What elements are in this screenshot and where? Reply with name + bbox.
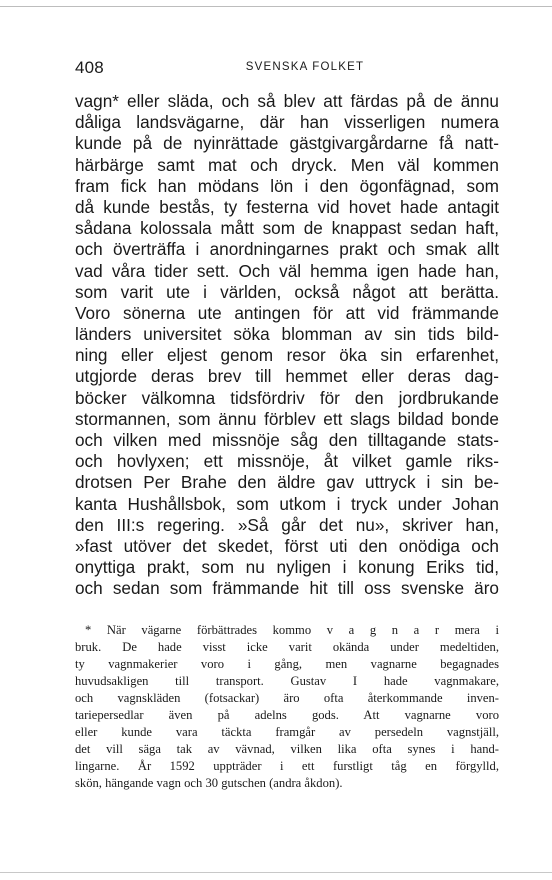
running-title-text: SVENSKA FOLKET — [245, 61, 365, 73]
body-line: onyttiga prakt, som nu nyligen i konung Eriks tid, — [75, 557, 499, 578]
body-line: och vilken med missnöje såg den tilltagande stats- — [75, 430, 499, 450]
footnote — [75, 622, 499, 792]
body-line: Voro sönerna ute antingen för att vid främmande — [75, 302, 499, 323]
body-line: stormannen, som ännu förblev ett slags bildad bonde — [75, 408, 499, 429]
body-line: den III:s regering. »Så går det nu», skriver han, — [75, 514, 499, 535]
body-text — [75, 91, 499, 600]
body-line: utgjorde deras brev till hemmet eller deras dag- — [75, 366, 499, 387]
footnote-line: eller kunde vara täckta framgår av persedeln vagnstjäll, — [75, 725, 499, 739]
footnote-line: skön, hängande vagn och 30 gutschen (andra åkdon). — [75, 776, 343, 790]
body-line: kunde på de nyinrättade gästgivargårdarne få natt- — [75, 133, 499, 154]
footnote-line: huvudsakligen till transport. Gustav I hade vagnmakare, — [75, 674, 499, 688]
footnote-line: det vill säga tak av vävnad, vilken lika ofta synes i hand- — [75, 742, 499, 756]
body-line: dåliga landsvägarne, där han visserligen numera — [75, 112, 499, 133]
bottom-edge-rule — [0, 872, 552, 873]
body-line: drotsen Per Brahe den äldre gav uttryck i sin be- — [75, 472, 499, 493]
footnote-line: * När vägarne förbättrades kommo v a g n a r mera i — [85, 623, 499, 637]
body-line: kanta Hushållsbok, som utkom i tryck under Johan — [75, 493, 499, 514]
page-number: 408 — [75, 58, 104, 77]
body-line: länders universitet söka blomman av sin tids bild- — [75, 324, 499, 345]
footnote-line: ty vagnmakerier voro i gång, men vagnarne begagnades — [75, 657, 499, 671]
body-line: »fast utöver det skedet, först uti den onödiga och — [75, 535, 499, 556]
body-line: böcker välkomna tidsfördriv för den jordbrukande — [75, 387, 499, 408]
body-line: vagn* eller släda, och så blev att färdas på de ännu — [75, 91, 499, 111]
footnote-line: lingarne. År 1592 uppträder i ett furstligt tåg en förgylld, — [75, 759, 499, 773]
body-line: och sedan som främmande hit till oss svenske äro — [75, 578, 499, 599]
body-line: och överträffa i anordningarnes prakt och smak allt — [75, 239, 499, 260]
footnote-line: bruk. De hade visst icke varit okända under medeltiden, — [75, 640, 499, 654]
body-line: då kunde bestås, ty festerna vid hovet hade antagit — [75, 196, 499, 217]
footnote-line: tariepersedlar även på adelns gods. Att vagnarne voro — [75, 708, 499, 722]
body-line: som varit ute i världen, också något att berätta. — [75, 281, 499, 302]
footnote-line: och vagnskläden (fotsackar) äro ofta återkommande inven- — [75, 691, 499, 705]
body-line: och hovlyxen; ett missnöje, åt vilket gamle riks- — [75, 451, 499, 472]
body-line: ning eller eljest genom resor öka sin erfarenhet, — [75, 345, 499, 366]
top-edge-rule — [0, 6, 552, 7]
body-line: sådana kolossala mått som de knappast sedan haft, — [75, 218, 499, 239]
body-line: härbärge samt mat och dryck. Men väl kommen — [75, 154, 499, 175]
running-title — [0, 61, 552, 73]
body-line: fram fick han mödans lön i den ögonfägnad, som — [75, 175, 499, 196]
body-line: vad våra tider sett. Och väl hemma igen hade han, — [75, 260, 499, 281]
